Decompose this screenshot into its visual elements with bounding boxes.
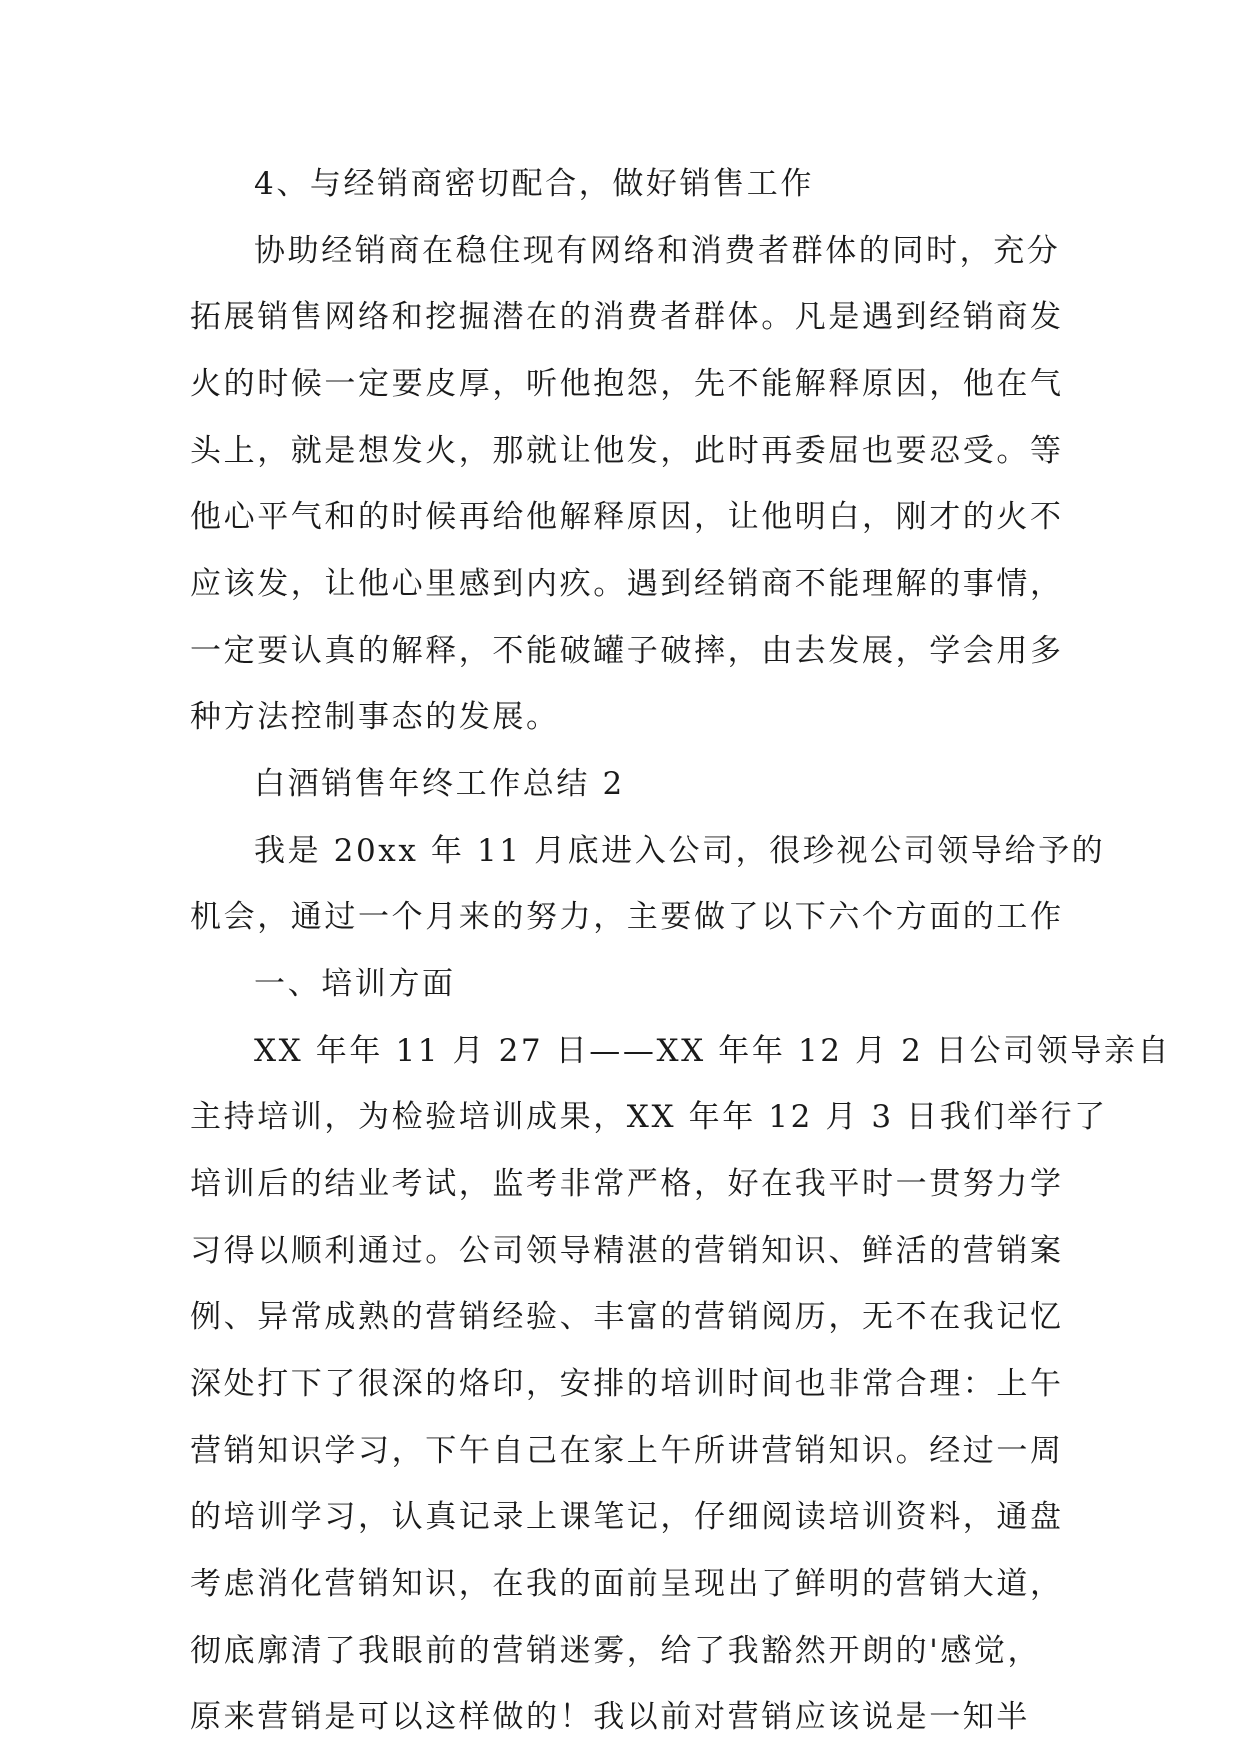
- paragraph-line: 的培训学习，认真记录上课笔记，仔细阅读培训资料，通盘: [190, 1499, 1064, 1535]
- paragraph-line: 习得以顺利通过。公司领导精湛的营销知识、鲜活的营销案: [190, 1233, 1064, 1269]
- paragraph-line: 应该发，让他心里感到内疚。遇到经销商不能理解的事情，: [190, 566, 1064, 602]
- paragraph-line: 考虑消化营销知识，在我的面前呈现出了鲜明的营销大道，: [190, 1566, 1064, 1602]
- paragraph-line: 我是 20xx 年 11 月底进入公司，很珍视公司领导给予的: [254, 833, 1106, 869]
- paragraph-line: 彻底廓清了我眼前的营销迷雾，给了我豁然开朗的'感觉，: [190, 1633, 1042, 1669]
- paragraph-line: XX 年年 11 月 27 日——XX 年年 12 月 2 日公司领导亲自: [254, 1033, 1172, 1069]
- paragraph-line: 协助经销商在稳住现有网络和消费者群体的同时，充分: [254, 233, 1061, 269]
- paragraph-line: 一定要认真的解释，不能破罐子破摔，由去发展，学会用多: [190, 633, 1064, 669]
- paragraph-line: 营销知识学习，下午自己在家上午所讲营销知识。经过一周: [190, 1433, 1064, 1469]
- section-heading: 4、与经销商密切配合，做好销售工作: [254, 166, 814, 202]
- paragraph-line: 火的时候一定要皮厚，听他抱怨，先不能解释原因，他在气: [190, 366, 1064, 402]
- document-title: 白酒销售年终工作总结 2: [254, 766, 625, 802]
- paragraph-line: 主持培训，为检验培训成果，XX 年年 12 月 3 日我们举行了: [190, 1099, 1108, 1135]
- section-heading: 一、培训方面: [254, 966, 456, 1002]
- paragraph-line: 培训后的结业考试，监考非常严格，好在我平时一贯努力学: [190, 1166, 1064, 1202]
- paragraph-line: 例、异常成熟的营销经验、丰富的营销阅历，无不在我记忆: [190, 1299, 1064, 1335]
- paragraph-line: 他心平气和的时候再给他解释原因，让他明白，刚才的火不: [190, 499, 1064, 535]
- paragraph-line: 深处打下了很深的烙印，安排的培训时间也非常合理：上午: [190, 1366, 1064, 1402]
- paragraph-line: 拓展销售网络和挖掘潜在的消费者群体。凡是遇到经销商发: [190, 299, 1064, 335]
- paragraph-line: 原来营销是可以这样做的！我以前对营销应该说是一知半: [190, 1699, 1030, 1735]
- paragraph-line: 机会，通过一个月来的努力，主要做了以下六个方面的工作: [190, 899, 1064, 935]
- paragraph-line: 头上，就是想发火，那就让他发，此时再委屈也要忍受。等: [190, 433, 1064, 469]
- paragraph-line: 种方法控制事态的发展。: [190, 699, 560, 735]
